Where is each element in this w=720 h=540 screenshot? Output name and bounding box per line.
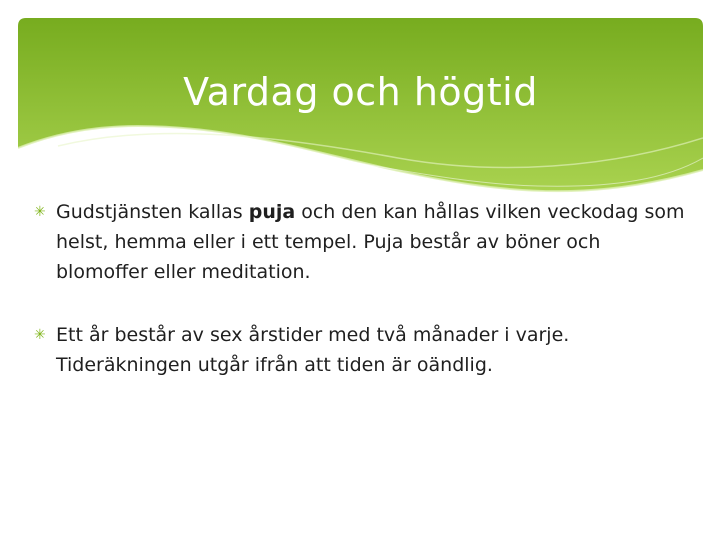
slide-title: Vardag och högtid bbox=[183, 70, 538, 114]
bullet-text-part: Gudstjänsten kallas bbox=[56, 201, 249, 223]
asterisk-bullet-icon: ✳ bbox=[34, 327, 46, 343]
bullet-text-part: och den kan hållas vilken veckodag som helst, hemma eller i ett tempel. Puja består av böner och blomoffer eller meditation. bbox=[56, 201, 685, 283]
bullet-item bbox=[34, 320, 694, 380]
bullet-bold-term: puja bbox=[248, 201, 296, 223]
bullet-text: Ett år består av sex årstider med två månader i varje. Tideräkningen utgår ifrån att tiden är oändlig. bbox=[56, 324, 570, 376]
asterisk-bullet-icon: ✳ bbox=[34, 204, 46, 220]
title-banner bbox=[18, 18, 703, 196]
bullet-item bbox=[34, 197, 694, 287]
bullet-list bbox=[34, 197, 694, 380]
